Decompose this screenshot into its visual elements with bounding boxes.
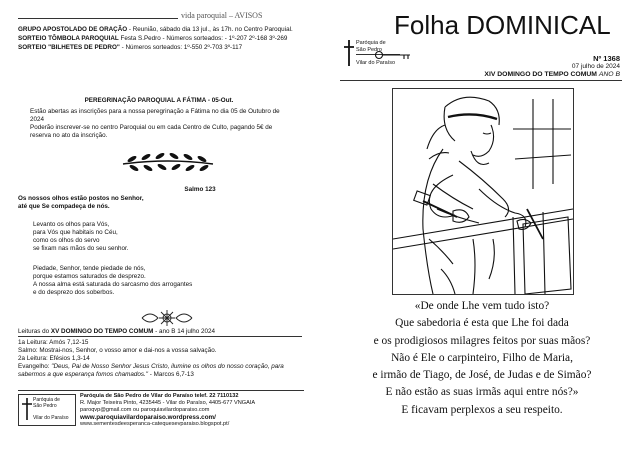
quote-line: E ficavam perplexos a seu respeito. (401, 403, 563, 416)
readings-date: - ano B 14 julho 2024 (153, 328, 216, 335)
key-icon (374, 50, 412, 60)
catechesis-blog-link[interactable]: www.sementesdeesperanca-catequesevparaiso.blogspot.pt/ (80, 421, 230, 427)
notice-item (18, 44, 300, 52)
psalm-verse: para Vós que habitais no Céu, (33, 229, 118, 236)
jesus-carpenter-drawing (393, 89, 573, 294)
section-header: vida paroquial – AVISOS (178, 11, 318, 20)
gospel-reading (18, 363, 304, 379)
sunday-name: XIV DOMINGO DO TEMPO COMUM (484, 71, 597, 78)
pilgrimage-body (30, 108, 292, 140)
quote-line: Não é Ele o carpinteiro, Filho de Maria, (391, 351, 573, 364)
psalm-refrain (18, 195, 298, 211)
issue-number: Nº 1368 (593, 54, 620, 63)
liturgical-sunday (412, 71, 620, 78)
quote-line: E não estão as suas irmãs aqui entre nós?» (385, 386, 579, 399)
cross-icon (21, 397, 33, 421)
quote-line: «De onde Lhe vem tudo isto? (414, 300, 550, 312)
logo-line: Paróquia de (356, 40, 386, 46)
parish-address: R. Major Teixeira Pinto, 4235445 - Vilar do Paraíso, 4405-677 VNGAIA (80, 400, 256, 406)
logo-line: Paróquia de (33, 397, 60, 403)
readings-rule (18, 336, 302, 337)
gospel-quote: "Deus, Pai de Nosso Senhor Jesus Cristo, ilumine os olhos do nosso coração, para sabermos a que esperança fomos chamados." (18, 363, 284, 378)
psalm-stanza (33, 221, 293, 253)
logo-line: Vilar do Paraíso (356, 60, 396, 66)
parish-line (80, 393, 306, 400)
psalm-reading: Salmo: Mostrai-nos, Senhor, o vosso amor e dai-nos a vossa salvação. (18, 347, 217, 354)
issue-date: 07 julho de 2024 (571, 63, 620, 70)
footer-logo (18, 394, 76, 426)
quote-line: e os prodigiosos milagres feitos por suas mãos? (373, 334, 591, 347)
psalm-verse: Piedade, Senhor, tende piedade de nós, (33, 265, 146, 272)
parish-name: Paróquia de São Pedro de Vilar do Paraíso (80, 393, 194, 399)
quote-line: Que sabedoria é esta que Lhe foi dada (395, 317, 569, 330)
notice-title: GRUPO APOSTOLADO DE ORAÇÃO (18, 26, 128, 33)
parish-website-link[interactable]: www.paroquiavilardoparaiso.wordpress.com/ (80, 414, 216, 421)
psalm-refrain-line: Os nossos olhos estão postos no Senhor, (18, 195, 144, 202)
footer-rule (18, 390, 304, 391)
notice-item (18, 26, 300, 34)
parish-phone: telef. 22 7110132 (193, 393, 239, 399)
gospel-ref: - Marcos 6,7-13 (148, 371, 194, 378)
gospel-quotation (332, 298, 632, 419)
liturgical-year: ANO B (598, 71, 620, 78)
title-word: DOMINICAL (466, 10, 611, 40)
pilgrimage-title: PEREGRINAÇÃO PAROQUIAL A FÁTIMA - 05-Out. (84, 97, 234, 104)
readings-intro: Leituras do (18, 328, 51, 335)
notice-text: - Números sorteados: 1º-550 2º-703 3º-117 (119, 44, 243, 51)
gospel-label: Evangelho: (18, 363, 52, 370)
footer-logo-text (33, 397, 73, 421)
psalm-stanza (33, 265, 295, 297)
notice-title: SORTEIO "BILHETES DE PEDRO" (18, 44, 120, 51)
pilgrimage-line: Poderão inscrever-se no centro Paroquial ou em cada Centro de Culto, pagando 5€ de reserva no ato da inscrição. (30, 124, 273, 139)
first-reading: 1a Leitura: Amós 7,12-15 (18, 339, 89, 346)
title-word: Folha (394, 10, 467, 40)
psalm-refrain-line: até que Se compadeça de nós. (18, 203, 110, 210)
readings-sunday: XV DOMINGO DO TEMPO COMUM (50, 328, 154, 335)
readings (18, 328, 304, 379)
notices (18, 26, 300, 52)
notice-text: Festa S.Pedro - Números sorteados: - 1º-207 2º-168 3º-269 (118, 35, 288, 42)
cross-icon (343, 39, 355, 67)
logo-line: São Pedro (33, 403, 57, 409)
psalm-verse: como os olhos do servo (33, 237, 100, 244)
floral-ornament (140, 308, 194, 328)
psalm-title: Salmo 123 (184, 186, 216, 193)
pilgrimage-line: Estão abertas as inscrições para a nossa peregrinação a Fátima no dia 05 de Outubro de 2024 (30, 108, 280, 123)
carpenter-illustration (392, 88, 574, 295)
footer-contacts (80, 393, 306, 428)
second-reading: 2a Leitura: Efésios 1,3-14 (18, 355, 90, 362)
notice-text: - Reunião, sábado dia 13 jul., às 17h. no Centro Paroquial. (127, 26, 293, 33)
psalm-verse: A nossa alma está saturada do sarcasmo dos arrogantes (33, 281, 193, 288)
parish-email[interactable]: paroqvp@gmail.com ou paroquiavilardoparaiso.com (80, 407, 210, 413)
psalm-verse: porque estamos saturados de desprezo. (33, 273, 146, 280)
psalm-verse: e do desprezo dos soberbos. (33, 289, 115, 296)
psalm-verse: se fixam nas mãos do seu senhor. (33, 245, 129, 252)
psalm-verse: Levanto os olhos para Vós, (33, 221, 110, 228)
readings-heading (18, 328, 304, 336)
olive-branch-ornament (118, 148, 218, 178)
notice-item (18, 35, 300, 43)
notice-title: SORTEIO TÔMBOLA PAROQUIAL (18, 35, 119, 42)
logo-line: São Pedro (356, 46, 382, 53)
newsletter-title (394, 10, 611, 40)
quote-line: e irmão de Tiago, de José, de Judas e de Simão? (372, 369, 592, 382)
title-rule (340, 80, 622, 81)
logo-line: Vilar do Paraíso (33, 415, 69, 421)
